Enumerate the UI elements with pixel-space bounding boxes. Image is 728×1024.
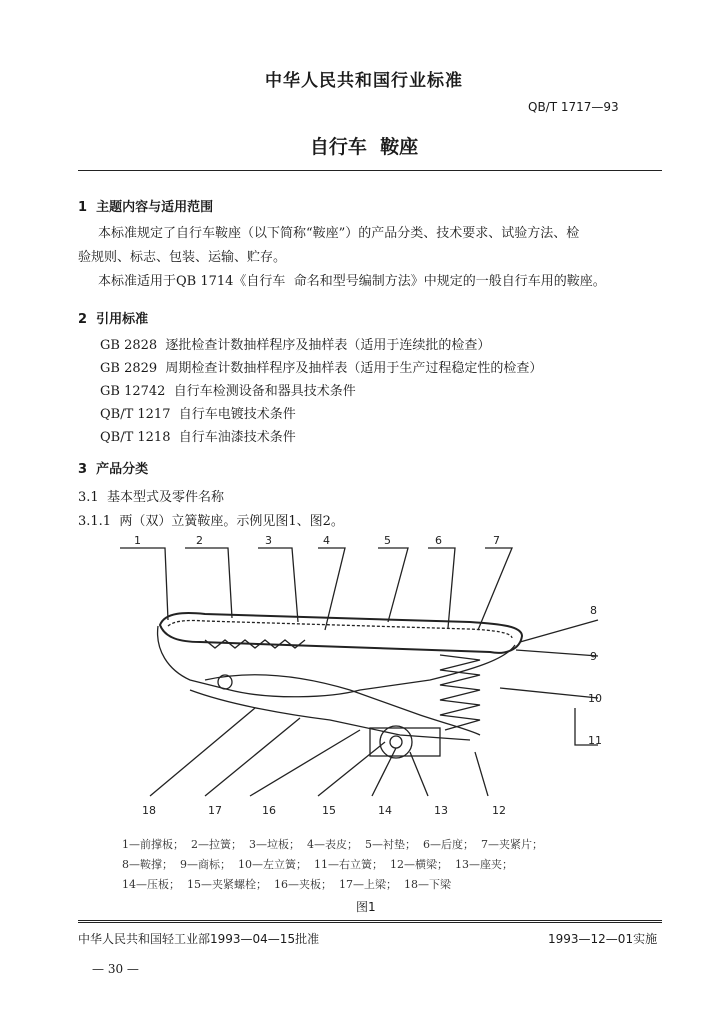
callout-label: 15 bbox=[322, 804, 336, 817]
implementation-date: 1993—12—01实施 bbox=[548, 932, 658, 946]
callout-label: 13 bbox=[434, 804, 448, 817]
upper-rail bbox=[205, 675, 480, 735]
callout-label: 12 bbox=[492, 804, 506, 817]
reference-item: QB/T 1218 自行车油漆技术条件 bbox=[100, 430, 296, 445]
reference-item: QB/T 1217 自行车电镀技术条件 bbox=[100, 407, 296, 422]
leader-line bbox=[520, 620, 598, 642]
section-3-1-heading: 3.1 基本型式及零件名称 bbox=[78, 490, 224, 505]
callout-label: 14 bbox=[378, 804, 392, 817]
leader-line bbox=[250, 730, 360, 796]
section-1-paragraph-1: 本标准规定了自行车鞍座（以下简称“鞍座”）的产品分类、技术要求、试验方法、检 bbox=[98, 226, 580, 241]
leader-line bbox=[410, 752, 428, 796]
callout-label: 17 bbox=[208, 804, 222, 817]
section-3-1-1-heading: 3.1.1 两（双）立簧鞍座。示例见图1、图2。 bbox=[78, 514, 344, 529]
section-3-heading: 3 产品分类 bbox=[78, 462, 149, 477]
section-2-heading: 2 引用标准 bbox=[78, 312, 149, 327]
reference-item: GB 2829 周期检查计数抽样程序及抽样表（适用于生产过程稳定性的检查） bbox=[100, 361, 543, 376]
callout-label: 2 bbox=[196, 534, 203, 547]
standard-code: QB/T 1717—93 bbox=[528, 100, 619, 114]
leader-line bbox=[318, 742, 385, 796]
saddle-figure bbox=[0, 530, 728, 830]
section-1-paragraph-1-cont: 验规则、标志、包装、运输、贮存。 bbox=[78, 250, 287, 265]
section-1-paragraph-2: 本标准适用于QB 1714《自行车 命名和型号编制方法》中规定的一般自行车用的鞍座。 bbox=[98, 274, 606, 289]
reference-item: GB 2828 逐批检查计数抽样程序及抽样表（适用于连续批的检查） bbox=[100, 338, 491, 353]
leader-line bbox=[478, 548, 512, 630]
callout-label: 6 bbox=[435, 534, 442, 547]
callout-label: 8 bbox=[590, 604, 597, 617]
callout-label: 7 bbox=[493, 534, 500, 547]
leader-line bbox=[185, 548, 232, 618]
callout-label: 1 bbox=[134, 534, 141, 547]
standard-type: 中华人民共和国行业标准 bbox=[265, 71, 463, 91]
leader-line bbox=[205, 718, 300, 796]
callout-label: 16 bbox=[262, 804, 276, 817]
figure-legend-line: 1—前撑板； 2—拉簧； 3—垃板； 4—表皮； 5—衬垫； 6—后度； 7—夹紧片； bbox=[122, 838, 543, 851]
spring bbox=[440, 655, 480, 730]
leader-line bbox=[500, 688, 598, 698]
title-rule bbox=[78, 170, 662, 171]
callout-label: 11 bbox=[588, 734, 602, 747]
leader-line bbox=[516, 650, 598, 656]
leader-line bbox=[150, 708, 255, 796]
reference-item: GB 12742 自行车检测设备和器具技术条件 bbox=[100, 384, 356, 399]
callout-label: 4 bbox=[323, 534, 330, 547]
leader-line bbox=[378, 548, 408, 622]
approval-text: 中华人民共和国轻工业部1993—04—15批准 bbox=[78, 932, 320, 946]
callout-label: 3 bbox=[265, 534, 272, 547]
leader-line bbox=[372, 748, 396, 796]
callout-label: 18 bbox=[142, 804, 156, 817]
leader-line bbox=[475, 752, 488, 796]
callout-label: 10 bbox=[588, 692, 602, 705]
figure-caption: 图1 bbox=[356, 900, 376, 914]
footer-rule bbox=[78, 920, 662, 923]
callout-label: 9 bbox=[590, 650, 597, 663]
saddle-cover bbox=[168, 621, 512, 638]
section-1-heading: 1 主题内容与适用范围 bbox=[78, 200, 214, 215]
figure-legend-line: 8—鞍撑； 9—商标； 10—左立簧； 11—右立簧； 12—横梁； 13—座夹； bbox=[122, 858, 513, 871]
page-title: 自行车 鞍座 bbox=[309, 136, 419, 158]
figure-legend-line: 14—压板； 15—夹紧螺栓； 16—夹板； 17—上梁； 18—下梁 bbox=[122, 878, 451, 891]
clamp-nut bbox=[390, 736, 402, 748]
leader-line bbox=[258, 548, 298, 622]
page-number: — 30 — bbox=[92, 962, 139, 976]
leader-line bbox=[120, 548, 168, 620]
lower-rail bbox=[190, 690, 470, 740]
callout-label: 5 bbox=[384, 534, 391, 547]
leader-line bbox=[428, 548, 455, 628]
